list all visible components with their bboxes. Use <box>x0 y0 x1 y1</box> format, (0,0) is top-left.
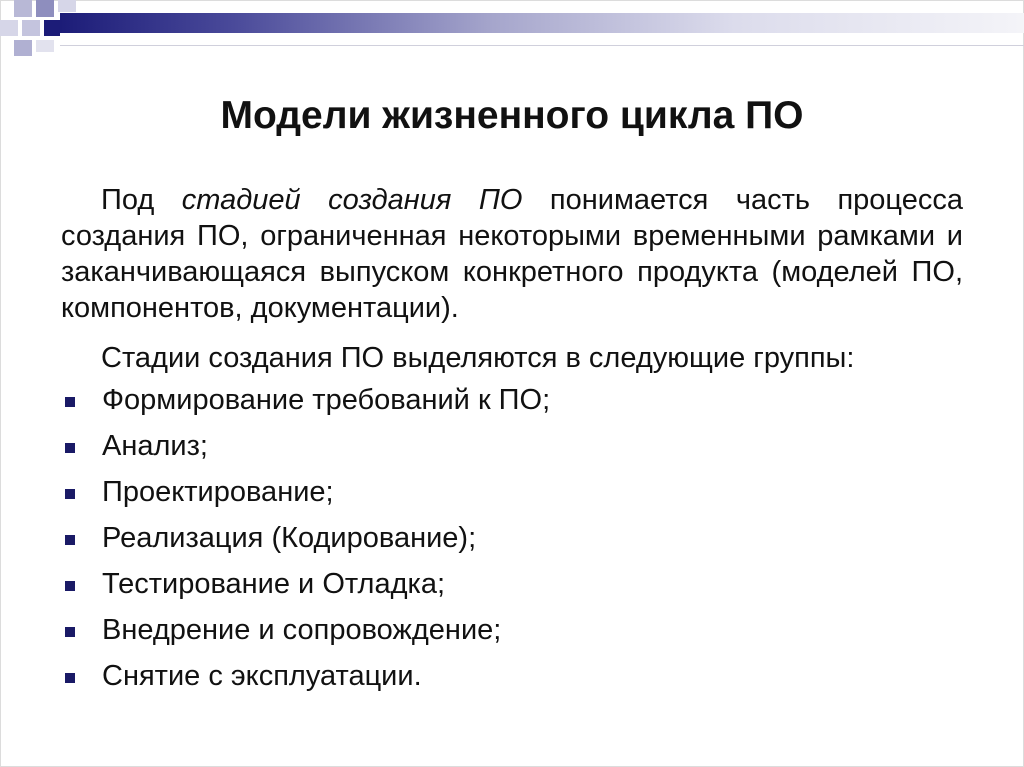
list-item <box>0 474 1024 520</box>
square-bullet-icon <box>65 581 75 591</box>
list-item-text: Реализация (Кодирование); <box>102 522 477 554</box>
square-bullet-icon <box>65 489 75 499</box>
square-bullet-icon <box>65 443 75 453</box>
list-item <box>0 428 1024 474</box>
list-item <box>0 612 1024 658</box>
definition-paragraph <box>61 182 963 326</box>
square-bullet-icon <box>65 627 75 637</box>
square-bullet-icon <box>65 673 75 683</box>
list-item-text: Проектирование; <box>102 476 334 508</box>
slide-title: Модели жизненного цикла ПО <box>220 94 804 137</box>
list-item-text: Тестирование и Отладка; <box>102 568 446 600</box>
list-item-text: Снятие с эксплуатации. <box>102 660 422 692</box>
header-divider <box>60 45 1024 46</box>
list-item <box>0 382 1024 428</box>
definition-lead: Под <box>101 184 182 216</box>
square-bullet-icon <box>65 535 75 545</box>
definition-body: понимается часть процесса создания ПО, ограниченная некоторыми временными рамками и заканчивающаяся выпуском конкретного продукта (моделей ПО, компонентов, документации). <box>61 184 963 324</box>
definition-term: стадией создания ПО <box>181 184 523 216</box>
square-bullet-icon <box>65 397 75 407</box>
list-item-text: Внедрение и сопровождение; <box>102 614 502 646</box>
groups-intro-paragraph: Стадии создания ПО выделяются в следующие группы: <box>101 342 855 374</box>
list-item <box>0 520 1024 566</box>
list-item-text: Формирование требований к ПО; <box>102 384 551 416</box>
list-item <box>0 566 1024 612</box>
stages-list <box>0 382 1024 704</box>
header-gradient-bar <box>60 13 1024 33</box>
list-item <box>0 658 1024 704</box>
list-item-text: Анализ; <box>102 430 208 462</box>
